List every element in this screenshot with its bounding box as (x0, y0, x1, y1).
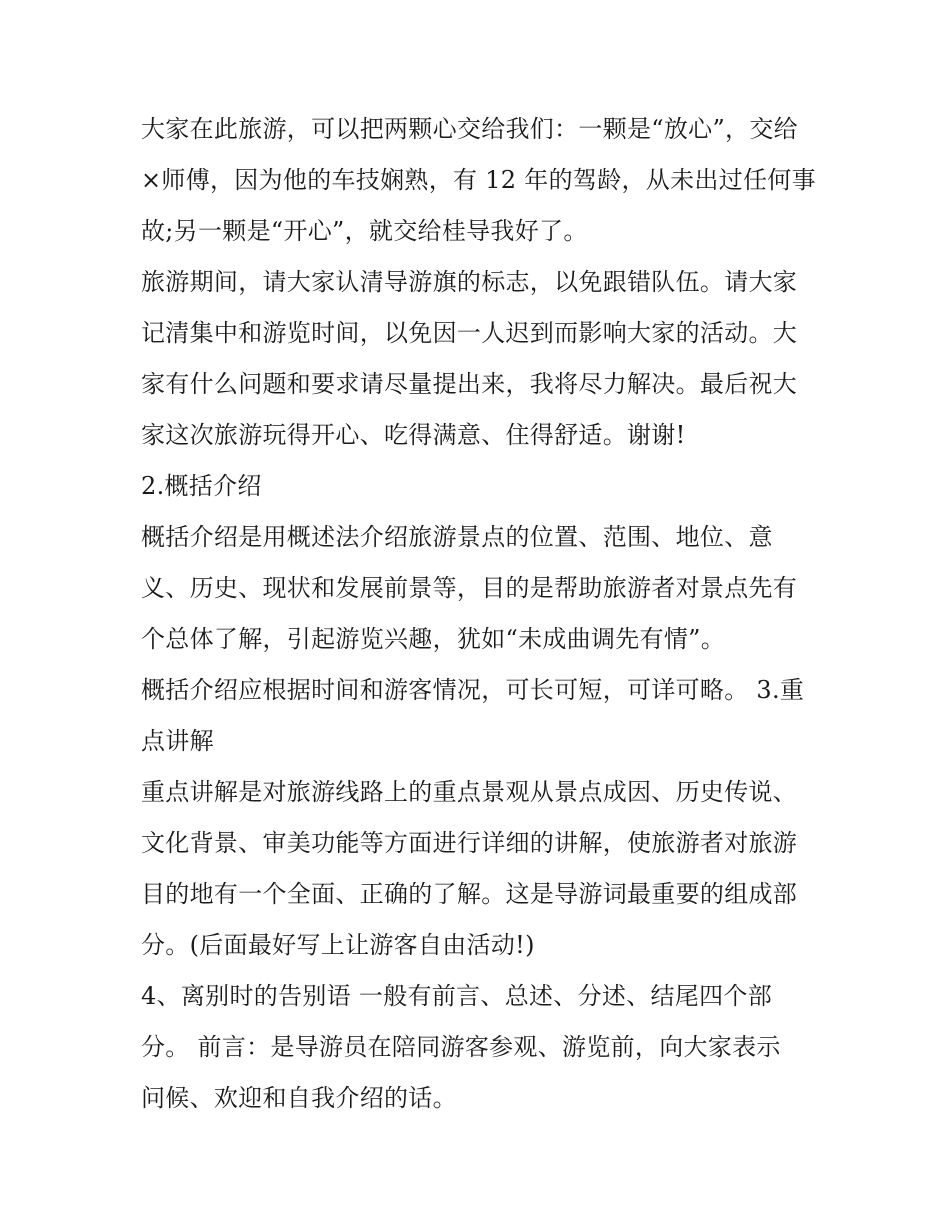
paragraph-key-explanation (141, 767, 814, 971)
text-line: 概括介绍应根据时间和游客情况，可长可短，可详可略。 3.重 (141, 676, 805, 704)
paragraph-overview (141, 512, 814, 665)
text-line: 2.概括介绍 (141, 472, 262, 500)
paragraph-travel-notice (141, 257, 814, 461)
paragraph-farewell (141, 971, 814, 1124)
text-line: 4、离别时的告别语 一般有前言、总述、分述、结尾四个部 (141, 982, 772, 1010)
text-line: 家有什么问题和要求请尽量提出来，我将尽力解决。最后祝大 (141, 370, 798, 398)
text-line: 概括介绍是用概述法介绍旅游景点的位置、范围、地位、意 (141, 523, 773, 551)
text-line: 重点讲解是对旅游线路上的重点景观从景点成因、历史传说、 (141, 778, 798, 806)
text-line: 家这次旅游玩得开心、吃得满意、住得舒适。谢谢! (141, 421, 686, 449)
text-line: 旅游期间，请大家认清导游旗的标志，以免跟错队伍。请大家 (141, 268, 798, 296)
text-line: 文化背景、审美功能等方面进行详细的讲解，使旅游者对旅游 (141, 829, 798, 857)
text-line: 问候、欢迎和自我介绍的话。 (141, 1084, 457, 1112)
text-line: 义、历史、现状和发展前景等，目的是帮助旅游者对景点先有 (141, 574, 798, 602)
text-line: 目的地有一个全面、正确的了解。这是导游词最重要的组成部 (141, 880, 798, 908)
paragraph-overview-length (141, 665, 814, 767)
text-line: 记清集中和游览时间，以免因一人迟到而影响大家的活动。大 (141, 319, 798, 347)
text-line: 个总体了解，引起游览兴趣，犹如“未成曲调先有情”。 (141, 625, 726, 653)
text-line: 分。 前言：是导游员在陪同游客参观、游览前，向大家表示 (141, 1033, 781, 1061)
section-heading-overview (141, 461, 814, 512)
text-line: 大家在此旅游，可以把两颗心交给我们：一颗是“放心”，交给 (141, 115, 798, 143)
text-line: 分。(后面最好写上让游客自由活动!) (141, 931, 535, 959)
text-line: 故;另一颗是“开心”，就交给桂导我好了。 (141, 217, 588, 245)
text-line: ×师傅，因为他的车技娴熟，有 12 年的驾龄，从未出过任何事 (141, 166, 816, 194)
text-line: 点讲解 (141, 727, 214, 755)
paragraph-greeting (141, 104, 814, 257)
